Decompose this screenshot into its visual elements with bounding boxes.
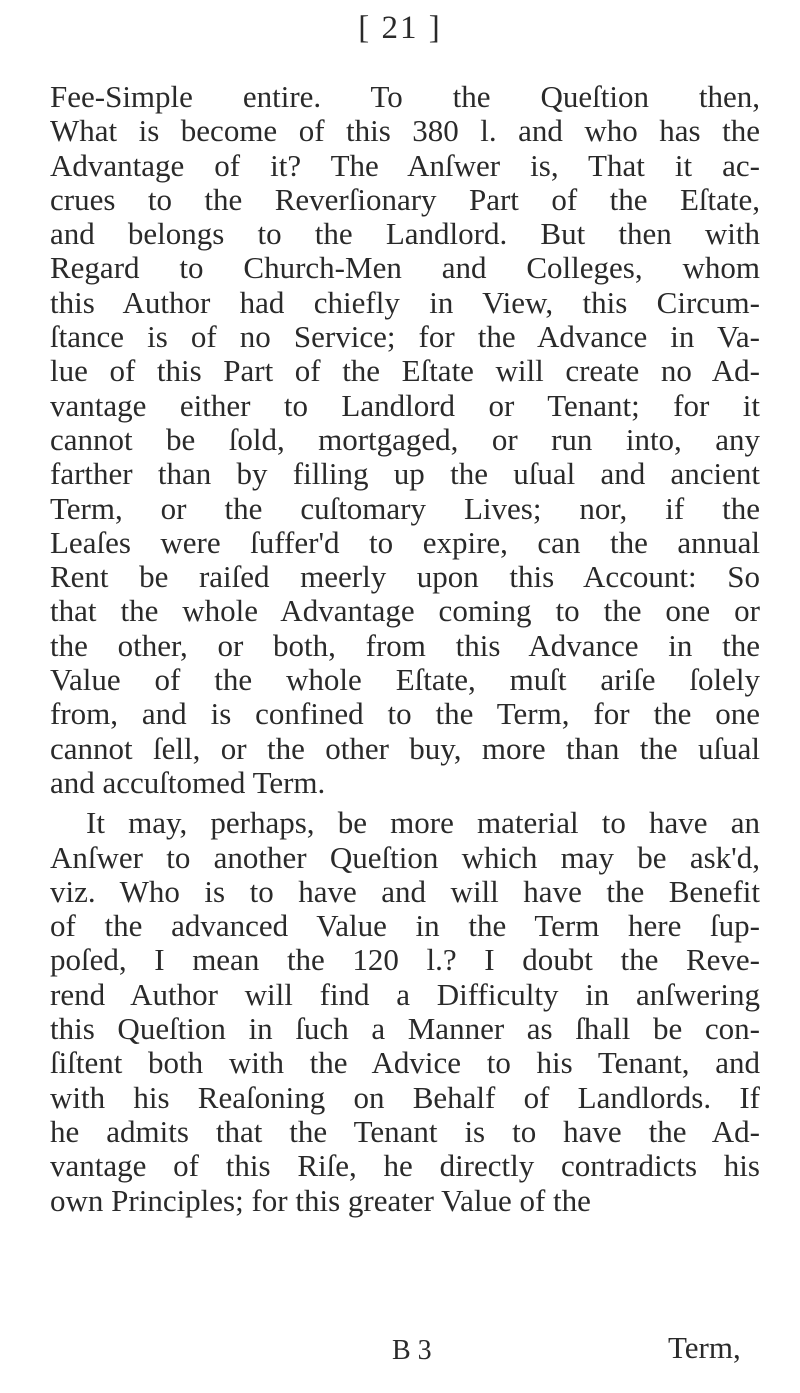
text-line: Fee-Simple entire. To the Queſtion then,: [50, 79, 760, 114]
paragraph-2: [50, 806, 760, 1218]
text-body: [50, 80, 760, 1218]
text-line: crues to the Reverſionary Part of the Eſtate,: [50, 181, 760, 217]
text-line: ſiſtent both with the Advice to his Tenant, and: [50, 1045, 760, 1081]
text-line: viz. Who is to have and will have the Benefit: [50, 873, 760, 909]
paragraph-1: [50, 80, 760, 800]
text-line: vantage either to Landlord or Tenant; for it: [50, 387, 760, 423]
text-line: and belongs to the Landlord. But then with: [50, 216, 760, 252]
text-line: cannot be ſold, mortgaged, or run into, any: [50, 421, 760, 457]
signature-mark: B 3: [392, 1335, 432, 1366]
text-line: this Queſtion in ſuch a Manner as ſhall be con-: [50, 1011, 760, 1047]
text-line: ſtance is of no Service; for the Advance in Va-: [50, 319, 760, 355]
text-line: and accuſtomed Term.: [50, 764, 326, 800]
text-line: What is become of this 380 l. and who has the: [50, 113, 760, 149]
text-line: from, and is confined to the Term, for the one: [50, 696, 760, 732]
text-line: the other, or both, from this Advance in the: [50, 627, 760, 663]
text-line: of the advanced Value in the Term here ſup-: [50, 908, 760, 944]
text-line: that the whole Advantage coming to the one or: [50, 593, 760, 629]
text-line: It may, perhaps, be more material to have an: [86, 805, 760, 841]
text-line: rend Author will find a Difficulty in anſwering: [50, 976, 760, 1012]
text-line: Advantage of it? The Anſwer is, That it ac-: [50, 147, 760, 183]
text-line: he admits that the Tenant is to have the Ad-: [50, 1113, 760, 1149]
text-line: Rent be raiſed meerly upon this Account: So: [50, 559, 760, 595]
text-line: Leaſes were ſuffer'd to expire, can the annual: [50, 524, 760, 560]
text-line: own Principles; for this greater Value of the: [50, 1182, 591, 1218]
page-number: [ 21 ]: [358, 10, 442, 46]
text-line: lue of this Part of the Eſtate will create no Ad-: [50, 353, 760, 389]
catchword: Term,: [668, 1330, 741, 1365]
text-line: poſed, I mean the 120 l.? I doubt the Reve-: [50, 942, 760, 978]
text-line: farther than by filling up the uſual and ancient: [50, 456, 760, 492]
text-line: vantage of this Riſe, he directly contradicts his: [50, 1148, 760, 1184]
text-line: this Author had chiefly in View, this Circum-: [50, 284, 760, 320]
text-line: Term, or the cuſtomary Lives; nor, if the: [50, 490, 760, 526]
text-line: Regard to Church-Men and Colleges, whom: [50, 250, 760, 286]
text-line: Value of the whole Eſtate, muſt ariſe ſolely: [50, 662, 760, 698]
text-line: with his Reaſoning on Behalf of Landlords. If: [50, 1079, 760, 1115]
text-line: cannot ſell, or the other buy, more than the uſual: [50, 730, 760, 766]
text-line: Anſwer to another Queſtion which may be ask'd,: [50, 839, 760, 875]
